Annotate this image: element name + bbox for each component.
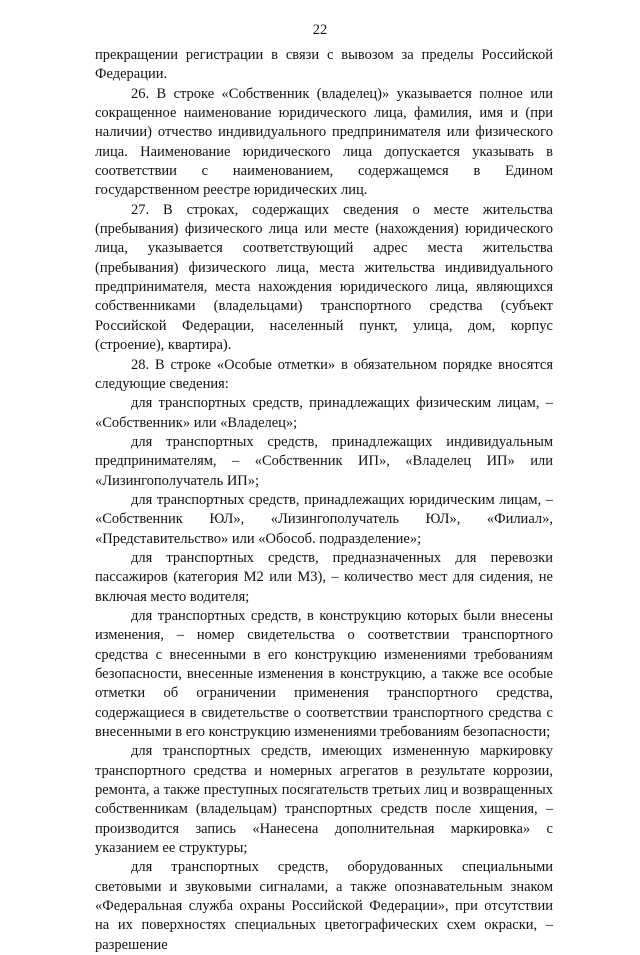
paragraph-item-27: 27. В строках, содержащих сведения о месте жительства (пребывания) физического лица или месте (нахождения) юридического лица, указывается соответствующий адрес места жительства (пребывания) физического лица, места жительства индивидуального предпринимателя, места нахождения юридического лица, являющихся собственниками (владельцами) транспортного средства (субъект Российской Федерации, населенный пункт, улица, дом, корпус (строение), квартира). xyxy=(95,201,553,354)
paragraph-passenger-vehicles: для транспортных средств, предназначенных для перевозки пассажиров (категория М2 или М3), – количество мест для сидения, не включая место водителя; xyxy=(95,549,553,605)
paragraph-individuals: для транспортных средств, принадлежащих физическим лицам, – «Собственник» или «Владелец»; xyxy=(95,395,553,431)
paragraph-changed-marking: для транспортных средств, имеющих измененную маркировку транспортного средства и номерных агрегатов в результате коррозии, ремонта, а также преступных посягательств третьих лиц и возвращенных собственникам (владельцам) транспортных средств после хищения, – производится запись «Нанесена дополнительная маркировка» с указанием ее структуры; xyxy=(95,743,553,857)
page-number: 22 xyxy=(312,22,328,38)
paragraph-continuation: прекращении регистрации в связи с вывозом за пределы Российской Федерации. xyxy=(95,47,553,83)
document-body xyxy=(95,46,553,955)
paragraph-item-28: 28. В строке «Особые отметки» в обязательном порядке вносятся следующие сведения: xyxy=(95,356,553,392)
paragraph-special-signals: для транспортных средств, оборудованных специальными световыми и звуковыми сигналами, а также опознавательным знаком «Федеральная служба охраны Российской Федерации», при отсутствии на их поверхностях специальных цветографических схем окраски, – разрешение xyxy=(95,859,553,953)
paragraph-entrepreneurs: для транспортных средств, принадлежащих индивидуальным предпринимателям, – «Собственник ИП», «Владелец ИП» или «Лизингополучатель ИП»; xyxy=(95,433,553,489)
paragraph-modified-construction: для транспортных средств, в конструкцию которых были внесены изменения, – номер свидетельства о соответствии транспортного средства с внесенными в его конструкцию изменениями требованиям безопасности, внесенные изменения в конструкцию, а также все особые отметки об ограничении применения транспортного средства, содержащиеся в свидетельстве о соответствии транспортного средства с внесенными в его конструкцию изменениями требованиям безопасности; xyxy=(95,607,553,741)
paragraph-legal-entities: для транспортных средств, принадлежащих юридическим лицам, – «Собственник ЮЛ», «Лизингополучатель ЮЛ», «Филиал», «Представительство» или «Обособ. подразделение»; xyxy=(95,491,553,547)
paragraph-item-26: 26. В строке «Собственник (владелец)» указывается полное или сокращенное наименование юридического лица, фамилия, имя и (при наличии) отчество индивидуального предпринимателя или физического лица. Наименование юридического лица допускается указывать в соответствии с наименованием, содержащемся в Едином государственном реестре юридических лиц. xyxy=(95,85,553,199)
